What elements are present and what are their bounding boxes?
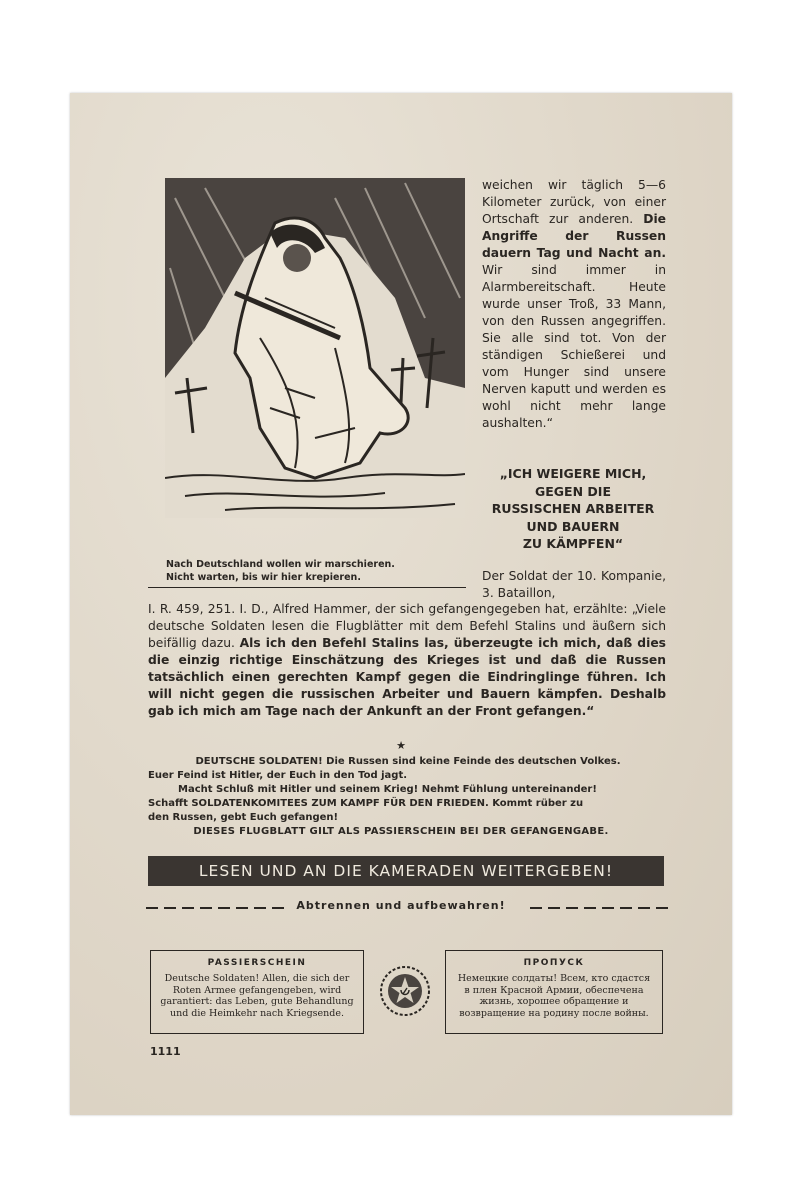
appeal-line-3: Macht Schluß mit Hitler und seinem Krieg! Nehmt Fühlung untereinander! [178,784,597,795]
illustration-caption [166,558,466,584]
column-bold-1: Die Angriffe der Russen dauern Tag und Nacht an. [482,212,666,260]
soldier-woodcut-illustration [165,178,465,518]
column-text-1: weichen wir täglich 5—6 Kilometer zurück, von einer Ortschaft zur anderen. [482,178,666,226]
heading-line-2: GEGEN DIE [535,483,611,499]
soviet-emblem-icon [377,963,433,1019]
story-start: Der Soldat der 10. Kompanie, 3. Bataillon, [482,569,666,600]
propusk-box [445,950,663,1034]
caption-divider [148,587,466,588]
heading-line-5: ZU KÄMPFEN“ [522,536,624,551]
pass-on-banner: LESEN UND AN DIE KAMERADEN WEITERGEBEN! [148,856,664,886]
story-body [148,601,666,720]
caption-line-1: Nach Deutschland wollen wir marschieren. [166,559,395,570]
propusk-text: Немецкие солдаты! Всем, кто сдастся в плен Красной Армии, обеспечена жизнь, хорошее обращение и возвращение на родину после войны. [457,973,651,1019]
story-bold: Als ich den Befehl Stalins las, überzeugte ich mich, daß dies die einzig richtige Einschätzung des Krieges ist und daß die Russen tatsächlich einen gerechten Kampf gegen die Eindringlinge führen. Ich will nicht gegen die russischen Arbeiter und Bauern kämpfen. Deshalb gab ich mich am Tage nach der Ankunft an der Front gefangen.“ [148,636,666,718]
passierschein-text: Deutsche Soldaten! Allen, die sich der Roten Armee gefangengeben, wird garantiert: das Leben, gute Behandlung und die Heimkehr nach Kriegsende. [160,973,354,1019]
caption-line-2: Nicht warten, bis wir hier krepieren. [166,572,361,583]
tear-instruction: Abtrennen und aufbewahren! [296,899,506,912]
leaflet-paper [70,93,732,1115]
story-continuation: I. R. 459, 251. I. D., Alfred Hammer, der sich gefangengegeben hat, erzählte: „Viele deutsche Soldaten lesen die Flugblätter mit dem Befehl Stalins und äußern sich beifällig dazu. [148,602,666,650]
heading-line-3: RUSSISCHEN ARBEITER [491,501,655,516]
appeal-line-4: Schafft SOLDATENKOMITEES ZUM KAMPF FÜR DEN FRIEDEN. Kommt rüber zu [148,798,584,809]
heading-line-1: „ICH WEIGERE MICH, [499,466,647,481]
pass-notice: DIESES FLUGBLATT GILT ALS PASSIERSCHEIN BEI DER GEFANGENGABE. [193,826,609,837]
heading-line-4: UND BAUERN [526,518,620,534]
print-number: 1111 [150,1045,181,1058]
propusk-title: ПРОПУСК [523,958,585,968]
passierschein-title: PASSIERSCHEIN [207,958,307,968]
star-icon: ★ [396,739,406,752]
column-text-2: Wir sind immer in Alarmbereitschaft. Heute wurde unser Troß, 33 Mann, von den Russen angegriffen. Sie alle sind tot. Von der ständigen Schießerei und vom Hunger sind unsere Nerven kaputt und werden es wohl nicht mehr lange aushalten.“ [482,263,666,430]
appeal-line-2: Euer Feind ist Hitler, der Euch in den Tod jagt. [148,770,408,781]
appeal-line-1: DEUTSCHE SOLDATEN! Die Russen sind keine Feinde des deutschen Volkes. [195,756,621,767]
appeal-line-5: den Russen, gebt Euch gefangen! [148,812,339,823]
passierschein-box [150,950,364,1034]
section-heading [474,465,672,553]
right-column-text [482,177,666,432]
appeal-block [148,755,668,825]
